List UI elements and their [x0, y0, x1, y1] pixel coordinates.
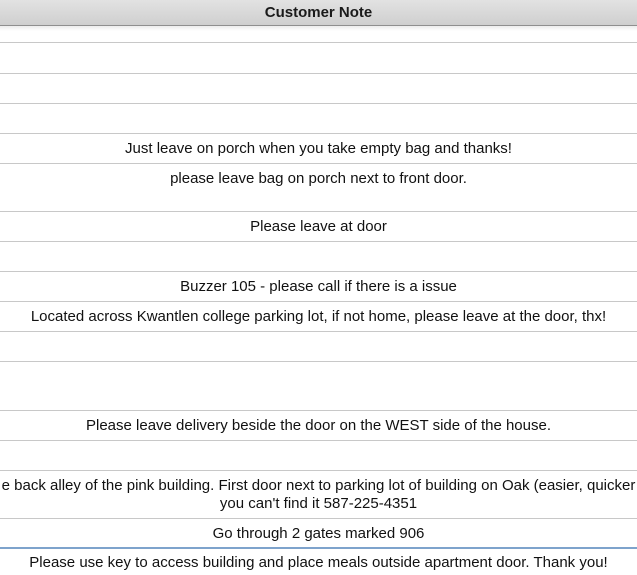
- customer-note-cell: Just leave on porch when you take empty bag and thanks!: [125, 140, 512, 157]
- customer-note-cell: Please use key to access building and place meals outside apartment door. Thank you!: [29, 554, 608, 571]
- customer-note-cell: Located across Kwantlen college parking lot, if not home, please leave at the door, thx!: [30, 308, 607, 325]
- table-row[interactable]: [0, 519, 637, 549]
- table-row[interactable]: [0, 441, 637, 471]
- table-row[interactable]: [0, 242, 637, 272]
- table-row[interactable]: [0, 212, 637, 242]
- customer-note-cell-line2: you can't find it 587-225-4351: [219, 495, 418, 512]
- customer-note-cell: please leave bag on porch next to front door.: [170, 170, 467, 187]
- customer-note-cell: Please leave delivery beside the door on the WEST side of the house.: [85, 417, 552, 434]
- table-row[interactable]: [0, 549, 637, 575]
- table-row[interactable]: [0, 362, 637, 411]
- table-row[interactable]: [0, 74, 637, 104]
- table-row[interactable]: [0, 332, 637, 362]
- table-row[interactable]: [0, 164, 637, 212]
- customer-note-cell: Please leave at door: [250, 218, 387, 235]
- table-row[interactable]: [0, 134, 637, 164]
- table-row[interactable]: [0, 27, 637, 43]
- table-row[interactable]: [0, 104, 637, 134]
- table-row[interactable]: [0, 411, 637, 441]
- table-row[interactable]: [0, 471, 637, 519]
- table-row[interactable]: [0, 302, 637, 332]
- column-header-customer-note[interactable]: [0, 0, 637, 26]
- table-row[interactable]: [0, 43, 637, 74]
- column-header-label: Customer Note: [264, 4, 373, 21]
- table-row[interactable]: [0, 272, 637, 302]
- customer-note-cell: e back alley of the pink building. First door next to parking lot of building on Oak (easier, quicker: [1, 477, 636, 494]
- customer-note-cell: Go through 2 gates marked 906: [212, 525, 425, 542]
- customer-note-cell: Buzzer 105 - please call if there is a issue: [180, 278, 457, 295]
